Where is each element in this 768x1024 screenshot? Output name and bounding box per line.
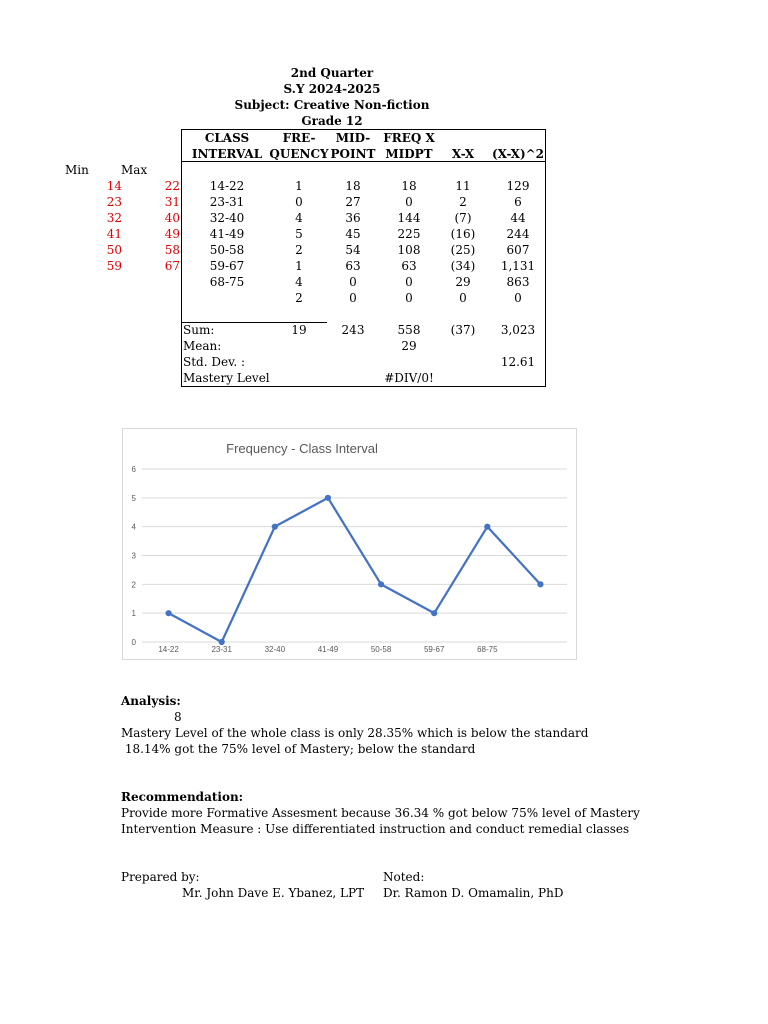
row-deviation: 11 xyxy=(455,179,471,193)
row-interval: 41-49 xyxy=(209,227,245,241)
prepared-by-label: Prepared by: xyxy=(121,870,200,884)
recommendation-heading: Recommendation: xyxy=(121,790,244,804)
analysis-line-1: Mastery Level of the whole class is only 28.35% which is below the standard xyxy=(121,726,589,740)
row-midpoint: 18 xyxy=(345,179,361,193)
std-dev-value: 12.61 xyxy=(500,355,536,369)
row-frequency: 2 xyxy=(295,291,303,305)
col-header-fxm-2: MIDPT xyxy=(385,147,433,161)
recommendation-line-1: Provide more Formative Assesment because 36.34 % got below 75% level of Mastery xyxy=(121,806,640,820)
row-min: 23 xyxy=(106,195,122,209)
min-label: Min xyxy=(65,163,89,177)
sum-frequency: 19 xyxy=(291,323,307,337)
col-header-interval-1: CLASS xyxy=(204,131,250,145)
data-point xyxy=(272,524,277,529)
row-frequency: 5 xyxy=(295,227,303,241)
row-frequency: 2 xyxy=(295,243,303,257)
row-midpoint: 0 xyxy=(349,275,357,289)
row-frequency: 0 xyxy=(295,195,303,209)
row-midpoint: 54 xyxy=(345,243,361,257)
row-max: 67 xyxy=(164,259,180,273)
row-midpoint: 27 xyxy=(345,195,361,209)
report-school-year: S.Y 2024-2025 xyxy=(283,82,381,96)
col-header-midpoint-1: MID- xyxy=(335,131,371,145)
col-header-midpoint-2: POINT xyxy=(330,147,376,161)
y-tick-label: 2 xyxy=(131,580,136,590)
x-tick-label: 41-49 xyxy=(317,645,339,654)
x-tick-label: 50-58 xyxy=(370,645,392,654)
table-header-divider xyxy=(181,161,546,162)
row-frequency: 1 xyxy=(295,259,303,273)
std-dev-label: Std. Dev. : xyxy=(183,355,246,369)
data-point xyxy=(219,639,224,644)
row-midpoint: 0 xyxy=(349,291,357,305)
row-min: 59 xyxy=(106,259,122,273)
analysis-number: 8 xyxy=(174,710,182,724)
row-max: 22 xyxy=(164,179,180,193)
data-point xyxy=(432,611,437,616)
row-midpoint: 45 xyxy=(345,227,361,241)
col-header-frequency-1: FRE- xyxy=(282,131,316,145)
row-deviation: 0 xyxy=(459,291,467,305)
row-deviation-squared: 863 xyxy=(506,275,530,289)
noted-by-name: Dr. Ramon D. Omamalin, PhD xyxy=(383,886,564,900)
mastery-value: #DIV/0! xyxy=(384,371,434,385)
row-max: 58 xyxy=(164,243,180,257)
sum-fxm: 558 xyxy=(397,323,421,337)
col-header-deviation: X-X xyxy=(451,147,475,161)
row-frequency: 4 xyxy=(295,275,303,289)
row-deviation: (25) xyxy=(450,243,476,257)
y-tick-label: 4 xyxy=(131,522,136,532)
row-fxm: 18 xyxy=(401,179,417,193)
report-subject: Subject: Creative Non-fiction xyxy=(234,98,430,112)
col-header-fxm-1: FREQ X xyxy=(383,131,435,145)
prepared-by-name: Mr. John Dave E. Ybanez, LPT xyxy=(182,886,365,900)
mean-value: 29 xyxy=(401,339,417,353)
row-fxm: 225 xyxy=(397,227,421,241)
row-deviation-squared: 44 xyxy=(510,211,526,225)
row-min: 32 xyxy=(106,211,122,225)
row-deviation: (16) xyxy=(450,227,476,241)
row-fxm: 108 xyxy=(397,243,421,257)
row-fxm: 144 xyxy=(397,211,421,225)
row-max: 31 xyxy=(164,195,180,209)
row-deviation-squared: 0 xyxy=(514,291,522,305)
data-point xyxy=(485,524,490,529)
row-deviation-squared: 607 xyxy=(506,243,530,257)
mastery-label: Mastery Level xyxy=(183,371,270,385)
row-fxm: 0 xyxy=(405,195,413,209)
sum-label: Sum: xyxy=(183,323,215,337)
row-fxm: 0 xyxy=(405,275,413,289)
row-midpoint: 63 xyxy=(345,259,361,273)
row-frequency: 4 xyxy=(295,211,303,225)
row-deviation-squared: 6 xyxy=(514,195,522,209)
data-point xyxy=(325,495,330,500)
x-tick-label: 14-22 xyxy=(158,645,179,654)
row-interval: 32-40 xyxy=(209,211,245,225)
row-deviation: 2 xyxy=(459,195,467,209)
data-point xyxy=(166,611,171,616)
col-header-frequency-2: QUENCY xyxy=(269,147,329,161)
recommendation-line-2: Intervention Measure : Use differentiated instruction and conduct remedial classes xyxy=(121,822,630,836)
row-fxm: 0 xyxy=(405,291,413,305)
y-tick-label: 3 xyxy=(131,551,136,561)
row-fxm: 63 xyxy=(401,259,417,273)
sum-deviation: (37) xyxy=(450,323,476,337)
x-tick-label: 23-31 xyxy=(211,645,232,654)
row-deviation: 29 xyxy=(455,275,471,289)
row-deviation-squared: 244 xyxy=(506,227,530,241)
x-tick-label: 59-67 xyxy=(423,645,445,654)
data-point xyxy=(538,582,543,587)
noted-by-label: Noted: xyxy=(383,870,425,884)
chart-title: Frequency - Class Interval xyxy=(226,441,378,456)
sum-deviation-squared: 3,023 xyxy=(500,323,536,337)
x-tick-label: 68-75 xyxy=(477,645,498,654)
max-label: Max xyxy=(121,163,148,177)
row-min: 14 xyxy=(106,179,122,193)
analysis-line-2: 18.14% got the 75% level of Mastery; below the standard xyxy=(121,742,476,756)
row-min: 41 xyxy=(106,227,122,241)
sum-midpoint: 243 xyxy=(341,323,365,337)
frequency-line-chart xyxy=(122,428,577,660)
row-interval: 50-58 xyxy=(209,243,245,257)
report-quarter: 2nd Quarter xyxy=(290,66,374,80)
row-min: 50 xyxy=(106,243,122,257)
row-interval: 59-67 xyxy=(209,259,245,273)
row-frequency: 1 xyxy=(295,179,303,193)
mean-label: Mean: xyxy=(183,339,222,353)
y-tick-label: 0 xyxy=(131,638,136,647)
data-point xyxy=(378,582,383,587)
col-header-deviation-squared: (X-X)^2 xyxy=(491,147,545,161)
y-tick-label: 1 xyxy=(131,609,136,619)
report-grade: Grade 12 xyxy=(301,114,363,128)
analysis-heading: Analysis: xyxy=(121,694,181,708)
row-deviation-squared: 1,131 xyxy=(500,259,536,273)
row-interval: 23-31 xyxy=(209,195,245,209)
col-header-interval-2: INTERVAL xyxy=(191,147,263,161)
x-tick-label: 32-40 xyxy=(264,645,286,654)
frequency-table xyxy=(181,129,546,387)
y-tick-label: 5 xyxy=(131,493,136,503)
row-deviation-squared: 129 xyxy=(506,179,530,193)
row-max: 40 xyxy=(164,211,180,225)
row-max: 49 xyxy=(164,227,180,241)
row-deviation: (7) xyxy=(454,211,472,225)
row-interval: 14-22 xyxy=(209,179,245,193)
row-midpoint: 36 xyxy=(345,211,361,225)
series-line xyxy=(169,498,541,642)
row-deviation: (34) xyxy=(450,259,476,273)
y-tick-label: 6 xyxy=(131,465,136,474)
row-interval: 68-75 xyxy=(209,275,245,289)
